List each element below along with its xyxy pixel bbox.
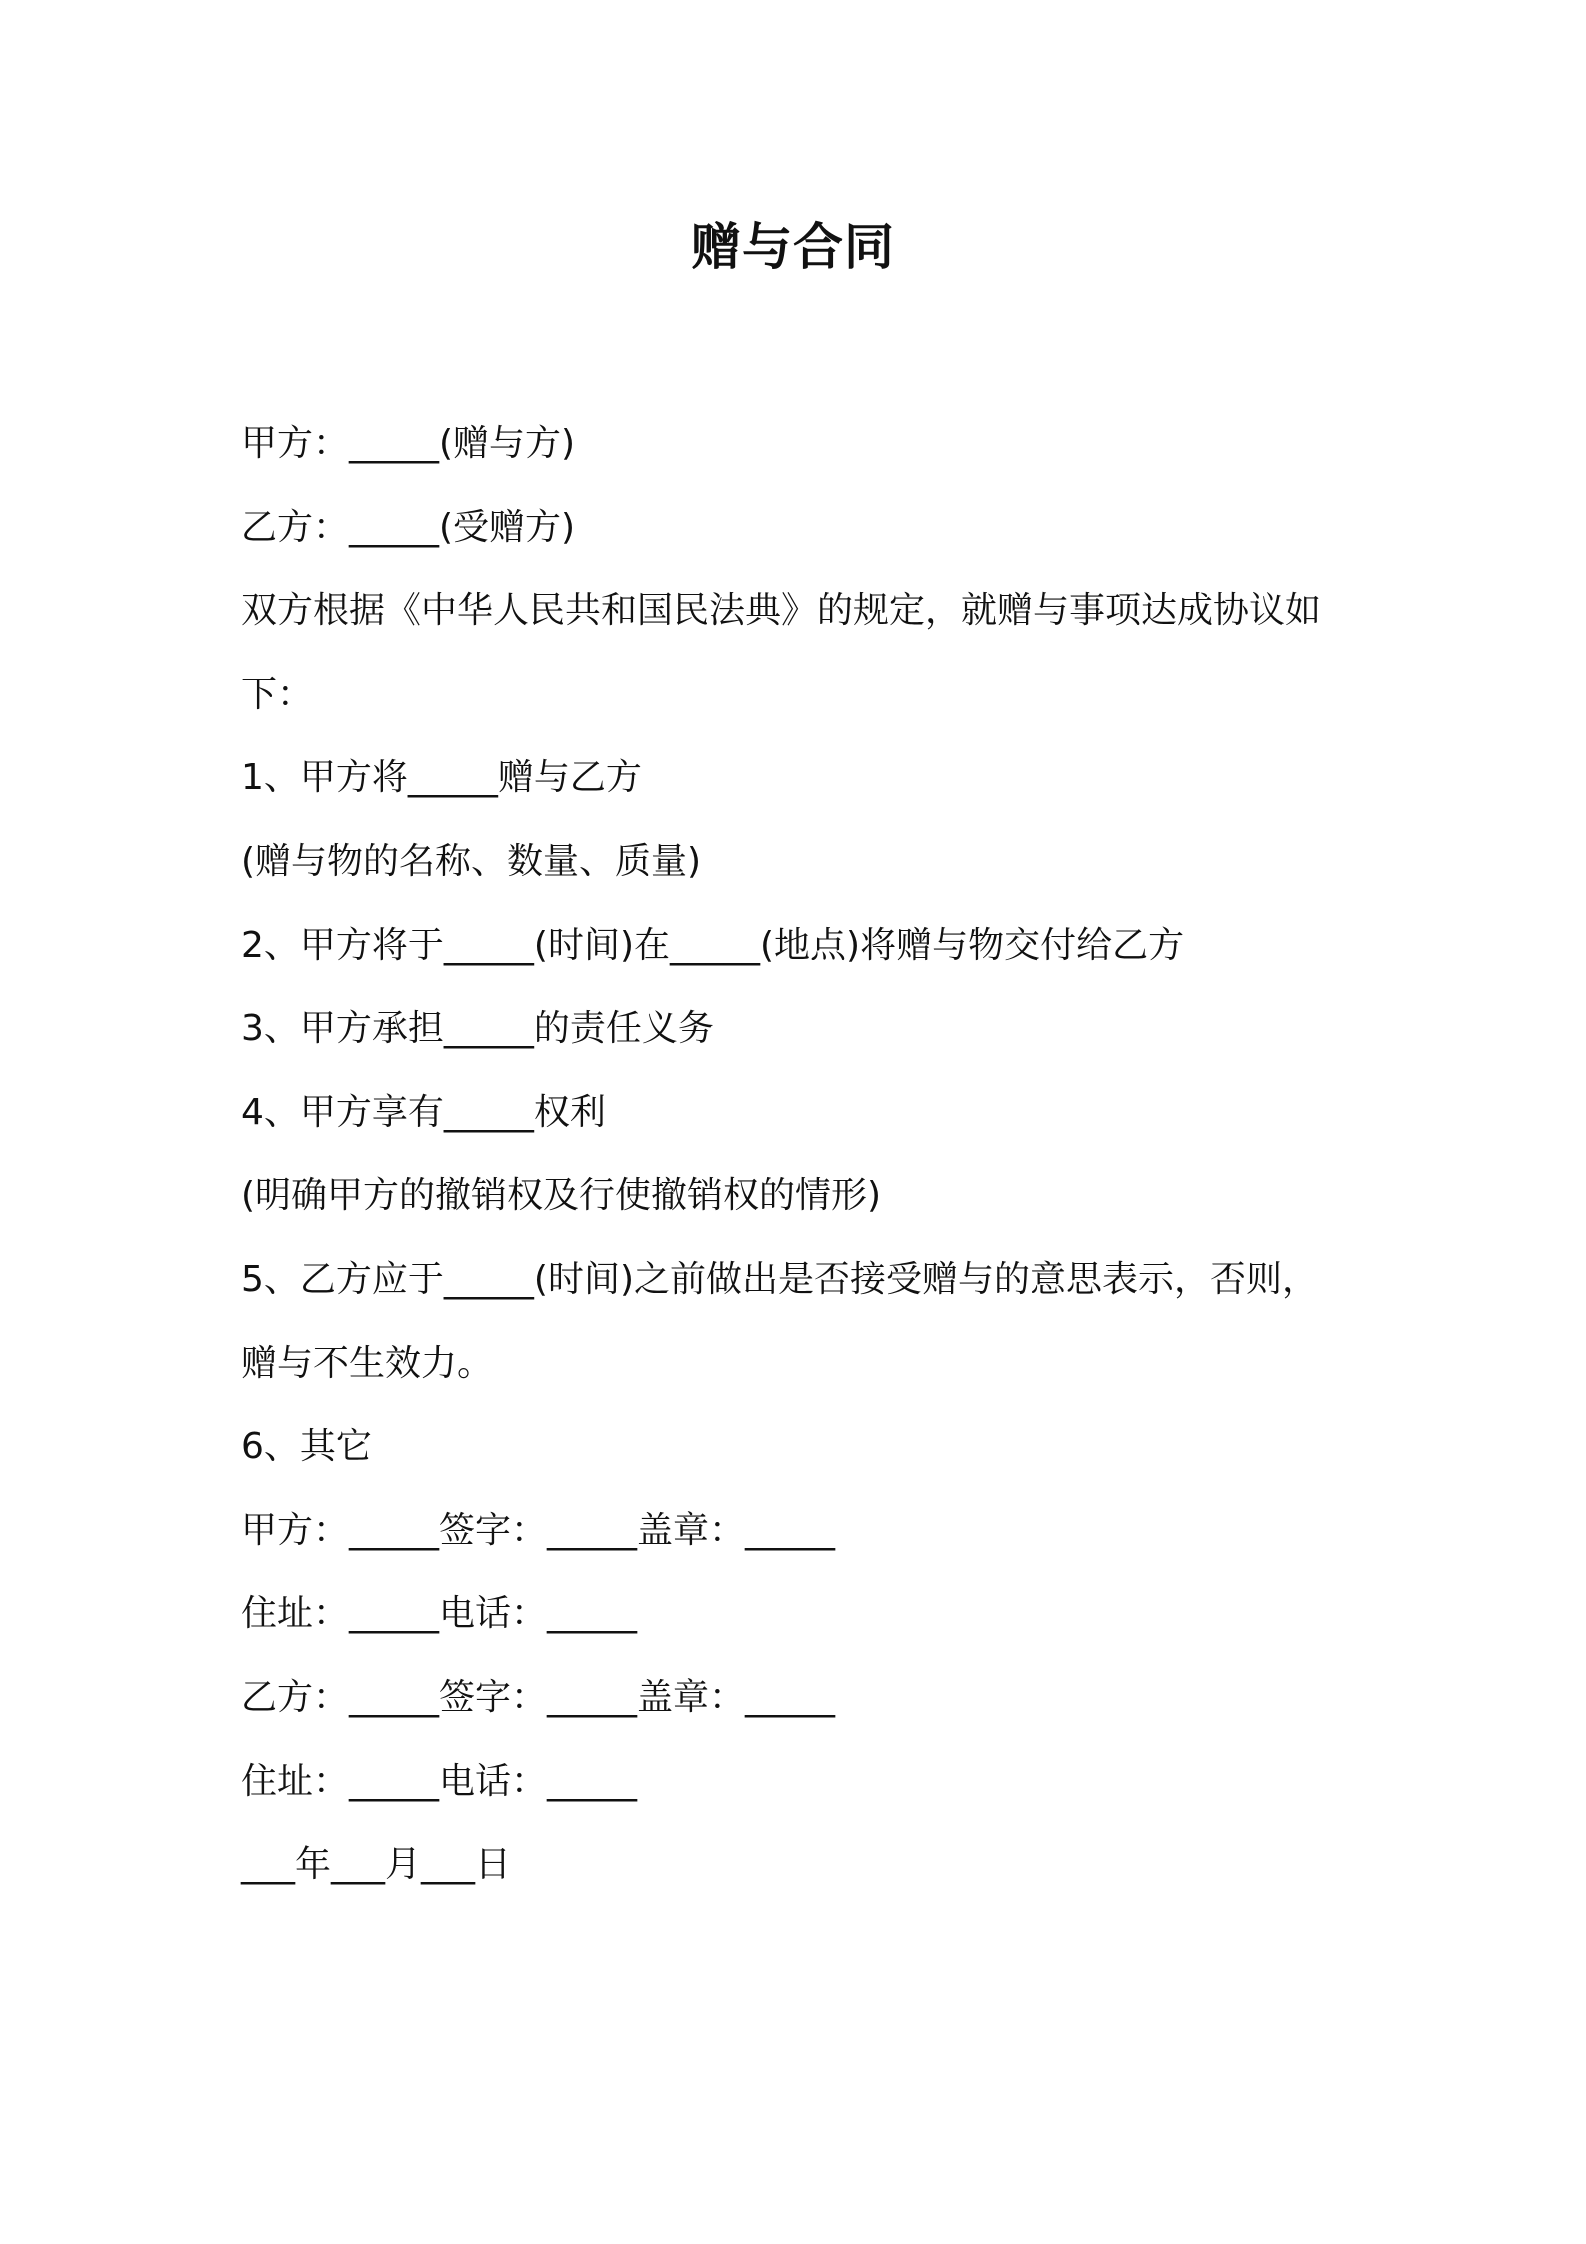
clause-1: 1、甲方将_____赠与乙方 [241,757,642,799]
clause-2: 2、甲方将于_____(时间)在_____(地点)将赠与物交付给乙方 [241,924,1185,966]
party-b-contact-line: 住址：_____电话：_____ [241,1760,638,1802]
party-a-line: 甲方：_____(赠与方) [241,423,576,464]
clause-4: 4、甲方享有_____权利 [241,1091,606,1133]
clause-5-line-2: 赠与不生效力。 [241,1342,494,1384]
clause-6: 6、其它 [241,1426,372,1468]
preamble-line-1: 双方根据《中华人民共和国民法典》的规定，就赠与事项达成协议如 [241,590,1322,632]
party-b-signature-line: 乙方：_____签字：_____盖章：_____ [241,1676,836,1718]
document-body [241,402,1371,1907]
preamble-line-2: 下： [241,673,314,715]
party-b-line: 乙方：_____(受赠方) [241,506,576,548]
party-a-contact-line: 住址：_____电话：_____ [241,1593,638,1635]
party-a-signature-line: 甲方：_____签字：_____盖章：_____ [241,1509,836,1551]
clause-3: 3、甲方承担_____的责任义务 [241,1008,714,1050]
clause-1-note: (赠与物的名称、数量、质量) [241,840,702,882]
clause-4-note: (明确甲方的撤销权及行使撤销权的情形) [241,1175,882,1217]
date-line: ___年___月___日 [241,1844,512,1886]
document-title: 赠与合同 [691,218,895,276]
clause-5-line-1: 5、乙方应于_____(时间)之前做出是否接受赠与的意思表示，否则， [241,1258,1318,1300]
